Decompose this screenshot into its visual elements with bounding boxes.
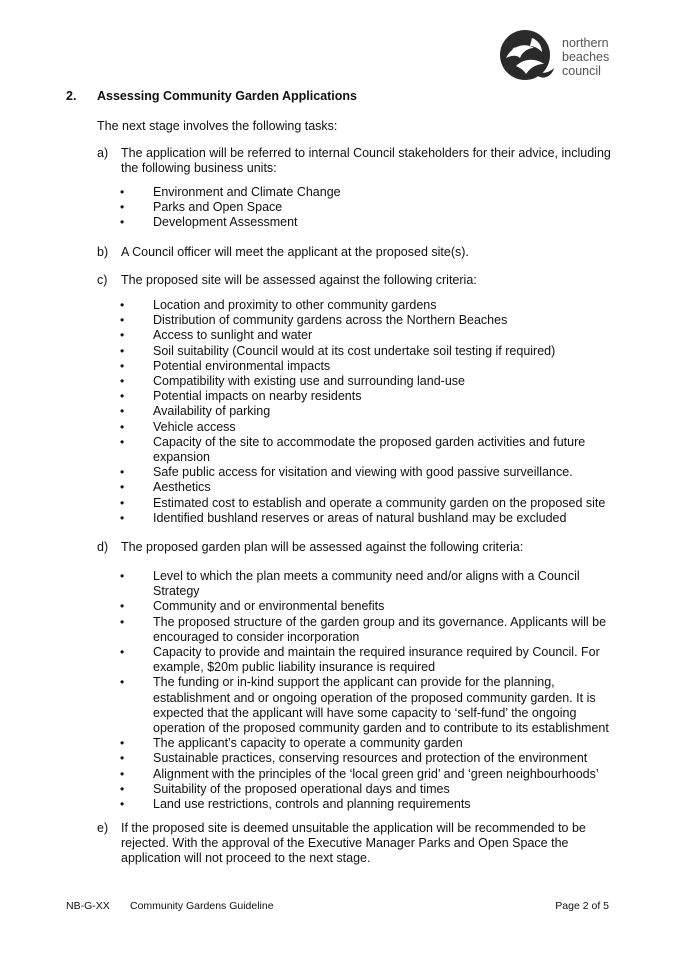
bullet-item: • Safe public access for visitation and viewing with good passive surveillance. xyxy=(120,465,615,480)
bullet-item: • Estimated cost to establish and operate a community garden on the proposed site xyxy=(120,496,615,511)
bullet-item: • Suitability of the proposed operational days and times xyxy=(120,782,615,797)
logo-wordmark xyxy=(562,36,609,78)
bullet-item: • Potential environmental impacts xyxy=(120,359,615,374)
bullet-item: • Alignment with the principles of the ‘local green grid’ and ‘green neighbourhoods’ xyxy=(120,767,615,782)
item-d-label: d) xyxy=(97,540,109,554)
bullet-item: • Access to sunlight and water xyxy=(120,328,615,343)
logo-line-1: northern xyxy=(562,36,609,50)
bullet-item: • Location and proximity to other community gardens xyxy=(120,298,615,313)
section-number: 2. xyxy=(66,89,77,103)
bullet-item: • The funding or in-kind support the applicant can provide for the planning, establishment and or ongoing operation of the proposed community garden. It is expected that the applicant will have some capacity to ‘self-fund’ the ongoing operation of the proposed community garden and to contribute to its establishment xyxy=(120,675,615,736)
bullet-item: • Compatibility with existing use and surrounding land-use xyxy=(120,374,615,389)
item-c-label: c) xyxy=(97,273,108,287)
footer-doc-title: Community Gardens Guideline xyxy=(130,900,274,912)
bullet-item: • Capacity of the site to accommodate the proposed garden activities and future expansion xyxy=(120,435,615,465)
bullet-item: • Level to which the plan meets a community need and/or aligns with a Council Strategy xyxy=(120,569,615,599)
section-title: Assessing Community Garden Applications xyxy=(97,89,358,103)
council-emblem-icon xyxy=(498,28,556,84)
bullet-item: • Environment and Climate Change xyxy=(120,185,615,200)
item-a-text: The application will be referred to internal Council stakeholders for their advice, including the following business units: xyxy=(121,146,611,175)
bullet-item: • Potential impacts on nearby residents xyxy=(120,389,615,404)
bullet-item: • Capacity to provide and maintain the required insurance required by Council. For example, $20m public liability insurance is required xyxy=(120,645,615,675)
item-a xyxy=(97,146,617,178)
bullet-item: • Availability of parking xyxy=(120,404,615,419)
bullet-item: • Identified bushland reserves or areas of natural bushland may be excluded xyxy=(120,511,615,526)
bullet-item: • Development Assessment xyxy=(120,215,615,230)
bullet-item: • The applicant’s capacity to operate a community garden xyxy=(120,736,615,751)
item-e-label: e) xyxy=(97,821,109,835)
section-intro: The next stage involves the following tasks: xyxy=(97,119,338,133)
bullet-item: • Parks and Open Space xyxy=(120,200,615,215)
item-b xyxy=(97,245,617,261)
item-b-label: b) xyxy=(97,245,109,259)
bullet-item: • Land use restrictions, controls and planning requirements xyxy=(120,797,615,812)
item-a-label: a) xyxy=(97,146,109,160)
footer-page-number: Page 2 of 5 xyxy=(555,900,609,912)
bullet-item: • The proposed structure of the garden group and its governance. Applicants will be encouraged to consider incorporation xyxy=(120,615,615,645)
bullet-item: • Aesthetics xyxy=(120,480,615,495)
item-a-bullet-list xyxy=(120,185,615,231)
item-d-text: The proposed garden plan will be assessed against the following criteria: xyxy=(121,540,524,554)
item-c-bullet-list xyxy=(120,298,615,526)
logo-line-2: beaches xyxy=(562,50,610,64)
item-e-text: If the proposed site is deemed unsuitable the application will be recommended to be rejected. With the approval of the Executive Manager Parks and Open Space the application will not proceed to the next stage. xyxy=(121,821,586,865)
bullet-item: • Distribution of community gardens across the Northern Beaches xyxy=(120,313,615,328)
bullet-item: • Sustainable practices, conserving resources and protection of the environment xyxy=(120,751,615,766)
item-b-text: A Council officer will meet the applicant at the proposed site(s). xyxy=(121,245,469,259)
item-d-bullet-list xyxy=(120,569,615,812)
logo-line-3: council xyxy=(562,64,601,78)
bullet-item: • Community and or environmental benefits xyxy=(120,599,615,614)
item-c xyxy=(97,273,617,289)
item-c-text: The proposed site will be assessed against the following criteria: xyxy=(121,273,477,287)
footer-doc-code: NB-G-XX xyxy=(66,900,110,912)
council-logo xyxy=(498,28,628,84)
section-heading xyxy=(66,89,357,103)
item-d xyxy=(97,540,617,556)
bullet-item: • Soil suitability (Council would at its cost undertake soil testing if required) xyxy=(120,344,615,359)
item-e xyxy=(97,821,617,869)
bullet-item: • Vehicle access xyxy=(120,420,615,435)
